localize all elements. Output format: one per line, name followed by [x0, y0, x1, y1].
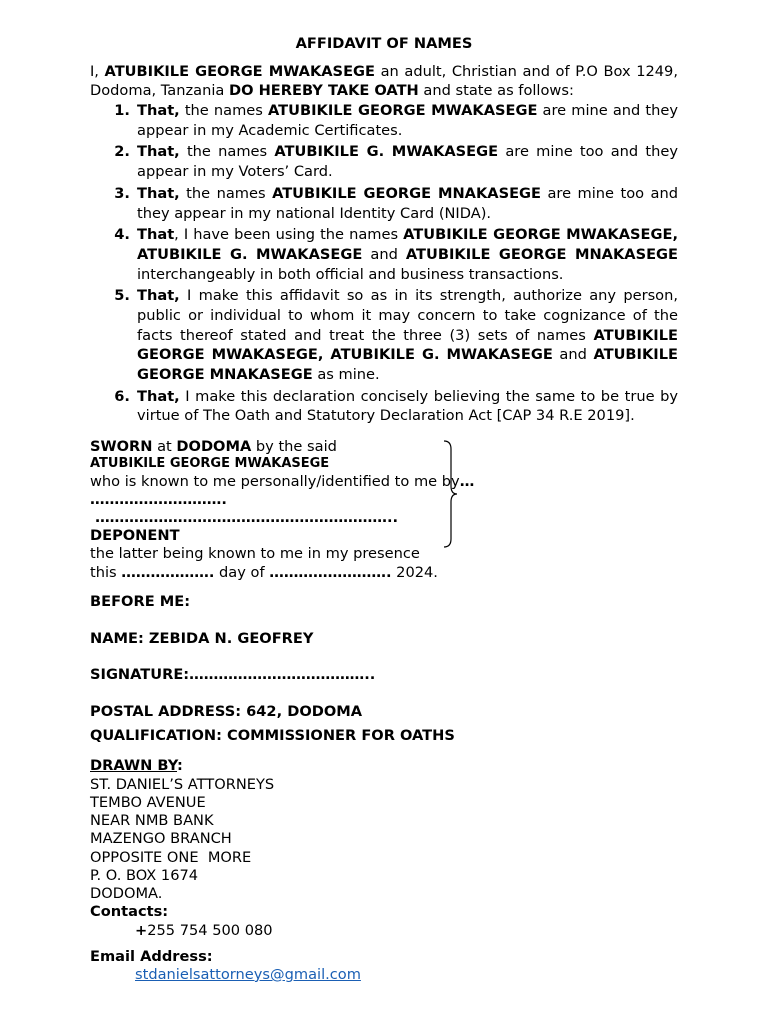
- affidavit-document: [90, 34, 678, 984]
- drawn-by-line: NEAR NMB BANK: [90, 812, 214, 830]
- clause-6: 6. That, I make this declaration concisely believing the same to be true by virtue of The Oath and Statutory Declaration Act [CAP 34 R.E 2019].: [135, 387, 678, 426]
- dotted-line-2: ……………………………………………………..: [90, 509, 399, 527]
- commissioner-name: NAME: ZEBIDA N. GEOFREY: [90, 629, 314, 647]
- drawn-by-label: DRAWN BY:: [90, 757, 183, 775]
- email-label: Email Address:: [90, 947, 213, 965]
- identified-line: who is known to me personally/identified to me by…: [90, 472, 475, 490]
- postal-address: POSTAL ADDRESS: 642, DODOMA: [90, 703, 363, 721]
- jurat-deponent-name: ATUBIKILE GEORGE MWAKASEGE: [90, 456, 330, 472]
- intro-paragraph: I, ATUBIKILE GEORGE MWAKASEGE an adult, Christian and of P.O Box 1249, Dodoma, Tanzania DO HEREBY TAKE OATH and state as follows:: [90, 62, 678, 100]
- clause-1: 1. That, the names ATUBIKILE GEORGE MWAKASEGE are mine and they appear in my Academic Certificates.: [135, 101, 678, 140]
- clause-list: [90, 101, 678, 426]
- drawn-by-line: TEMBO AVENUE: [90, 793, 206, 811]
- drawn-by-block: [90, 757, 678, 984]
- clause-4: 4. That, I have been using the names ATUBIKILE GEORGE MWAKASEGE, ATUBIKILE G. MWAKASEGE and ATUBIKILE GEORGE MNAKASEGE interchangeably in both official and business transactions.: [135, 225, 678, 284]
- qualification: QUALIFICATION: COMMISSIONER FOR OATHS: [90, 726, 455, 744]
- drawn-by-line: OPPOSITE ONE MORE: [90, 848, 252, 866]
- phone-number: +255 754 500 080: [135, 921, 273, 939]
- drawn-by-line: ST. DANIEL’S ATTORNEYS: [90, 775, 275, 793]
- jurat-block: [90, 438, 490, 582]
- right-brace-icon: [442, 439, 458, 549]
- date-line: this ………………. day of ……………………. 2024.: [90, 563, 438, 581]
- deponent-label: DEPONENT: [90, 527, 180, 545]
- drawn-by-line: P. O. BOX 1674: [90, 866, 199, 884]
- contacts-label: Contacts:: [90, 903, 169, 921]
- dotted-line-1: ……………………….: [90, 490, 227, 508]
- document-title: AFFIDAVIT OF NAMES: [295, 35, 473, 52]
- clause-2: 2. That, the names ATUBIKILE G. MWAKASEGE are mine too and they appear in my Voters’ Card.: [135, 142, 678, 181]
- email-link[interactable]: stdanielsattorneys@gmail.com: [135, 965, 361, 983]
- clause-5: 5. That, I make this affidavit so as in its strength, authorize any person, public or individual to whom it may concern to take cognizance of the facts thereof stated and treat the three (3) sets of names ATUBIKILE GEORGE MWAKASEGE, ATUBIKILE G. MWAKASEGE and ATUBIKILE GEORGE MNAKASEGE as mine.: [135, 286, 678, 384]
- drawn-by-line: DODOMA.: [90, 885, 163, 903]
- sworn-line: SWORN at DODOMA by the said: [90, 438, 337, 456]
- clause-3: 3. That, the names ATUBIKILE GEORGE MNAKASEGE are mine too and they appear in my national Identity Card (NIDA).: [135, 184, 678, 223]
- signature-line: SIGNATURE:………………………………..: [90, 666, 376, 684]
- oath-phrase: DO HEREBY TAKE OATH: [228, 82, 419, 100]
- email-row: [90, 966, 678, 984]
- deponent-name: ATUBIKILE GEORGE MWAKASEGE: [104, 62, 375, 80]
- before-me-label: BEFORE ME:: [90, 592, 191, 610]
- latter-line: the latter being known to me in my presence: [90, 545, 420, 563]
- drawn-by-line: MAZENGO BRANCH: [90, 830, 232, 848]
